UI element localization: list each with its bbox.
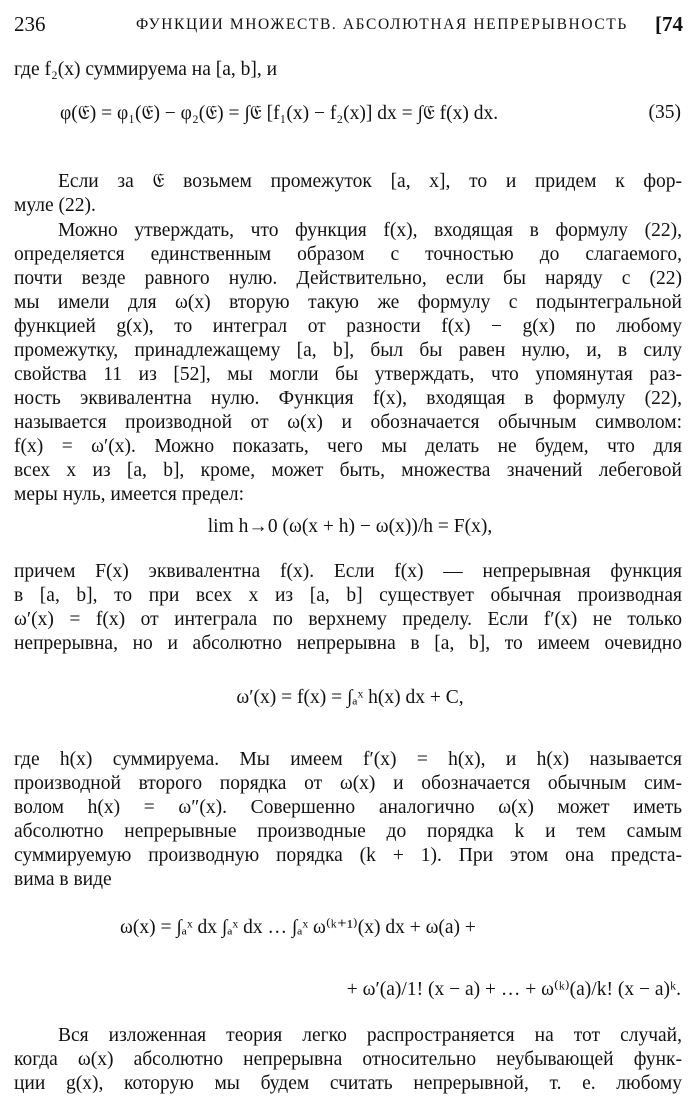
text-line: абсолютно непрерывные производные до порядка k и тем самым xyxy=(14,821,682,842)
text-line: ции g(x), которую мы будем считать непрерывной, т. е. любому xyxy=(14,1073,682,1094)
text-line: почти везде равного нулю. Действительно, если бы наряду с (22) xyxy=(14,268,682,289)
text-line: ность эквивалентна нулю. Функция f(x), входящая в формулу (22), xyxy=(14,388,682,409)
text-line: суммируемую производную порядка (k + 1). При этом она предста- xyxy=(14,845,682,866)
text-line: муле (22). xyxy=(14,195,96,216)
text-line: мы имели для ω(x) вторую такую же формулу с подынтегральной xyxy=(14,292,682,313)
text-line: функцией g(x), то интеграл от разности f(x) − g(x) по любому xyxy=(14,316,682,337)
text-line: Если за 𝔈 возьмем промежуток [a, x], то и придем к фор- xyxy=(58,171,682,192)
taylor-equation-line1: ω(x) = ∫ₐˣ dx ∫ₐˣ dx … ∫ₐˣ ω⁽ᵏ⁺¹⁾(x) dx + ω(a) + xyxy=(120,917,476,938)
text-line: в [a, b], то при всех x из [a, b] существует обычная производная xyxy=(14,585,682,606)
text-line: меры нуль, имеется предел: xyxy=(14,484,245,505)
text-line: f(x) = ω′(x). Можно показать, чего мы делать не будем, что для xyxy=(14,436,682,457)
equation-number-35: (35) xyxy=(648,102,681,123)
text-line: причем F(x) эквивалентна f(x). Если f(x) — непрерывная функция xyxy=(14,561,682,582)
text-line: где f₂(x) суммируема на [a, b], и xyxy=(14,59,278,80)
text-line: непрерывна, но и абсолютно непрерывна в [a, b], то имеем очевидно xyxy=(14,633,682,654)
equation-35: φ(𝔈) = φ₁(𝔈) − φ₂(𝔈) = ∫𝔈 [f₁(x) − f₂(x)] dx = ∫𝔈 f(x) dx. xyxy=(60,103,499,124)
text-line: Можно утверждать, что функция f(x), входящая в формулу (22), xyxy=(58,220,682,241)
running-header xyxy=(14,12,683,40)
text-line: Вся изложенная теория легко распространяется на тот случай, xyxy=(58,1025,682,1046)
text-line: называется производной от ω(x) и обозначается обычным символом: xyxy=(14,412,682,433)
text-line: производной второго порядка от ω(x) и обозначается обычным сим- xyxy=(14,773,682,794)
text-line: определяется единственным образом с точностью до слагаемого, xyxy=(14,244,682,265)
text-line: волом h(x) = ω″(x). Совершенно аналогично ω(x) может иметь xyxy=(14,797,682,818)
section-number: [74 xyxy=(655,12,683,36)
running-title: ФУНКЦИИ МНОЖЕСТВ. АБСОЛЮТНАЯ НЕПРЕРЫВНОСТЬ xyxy=(136,16,628,33)
taylor-equation-line2: + ω′(a)/1! (x − a) + … + ω⁽ᵏ⁾(a)/k! (x − a)ᵏ. xyxy=(346,979,681,1000)
text-line: когда ω(x) абсолютно непрерывна относительно неубывающей функ- xyxy=(14,1049,682,1070)
derivative-integral-equation: ω′(x) = f(x) = ∫ₐˣ h(x) dx + C, xyxy=(236,687,464,708)
page-number: 236 xyxy=(14,12,46,36)
text-line: свойства 11 из [52], мы могли бы утверждать, что упомянутая раз- xyxy=(14,364,682,385)
limit-equation: lim h→0 (ω(x + h) − ω(x))/h = F(x), xyxy=(207,516,493,537)
text-line: ω′(x) = f(x) от интеграла по верхнему пределу. Если f′(x) не только xyxy=(14,609,682,630)
text-line: где h(x) суммируема. Мы имеем f′(x) = h(x), и h(x) называется xyxy=(14,749,682,770)
text-line: всех x из [a, b], кроме, может быть, множества значений лебеговой xyxy=(14,460,682,481)
text-line: промежутку, принадлежащему [a, b], был бы равен нулю, и, в силу xyxy=(14,340,682,361)
text-line: вима в виде xyxy=(14,869,112,890)
